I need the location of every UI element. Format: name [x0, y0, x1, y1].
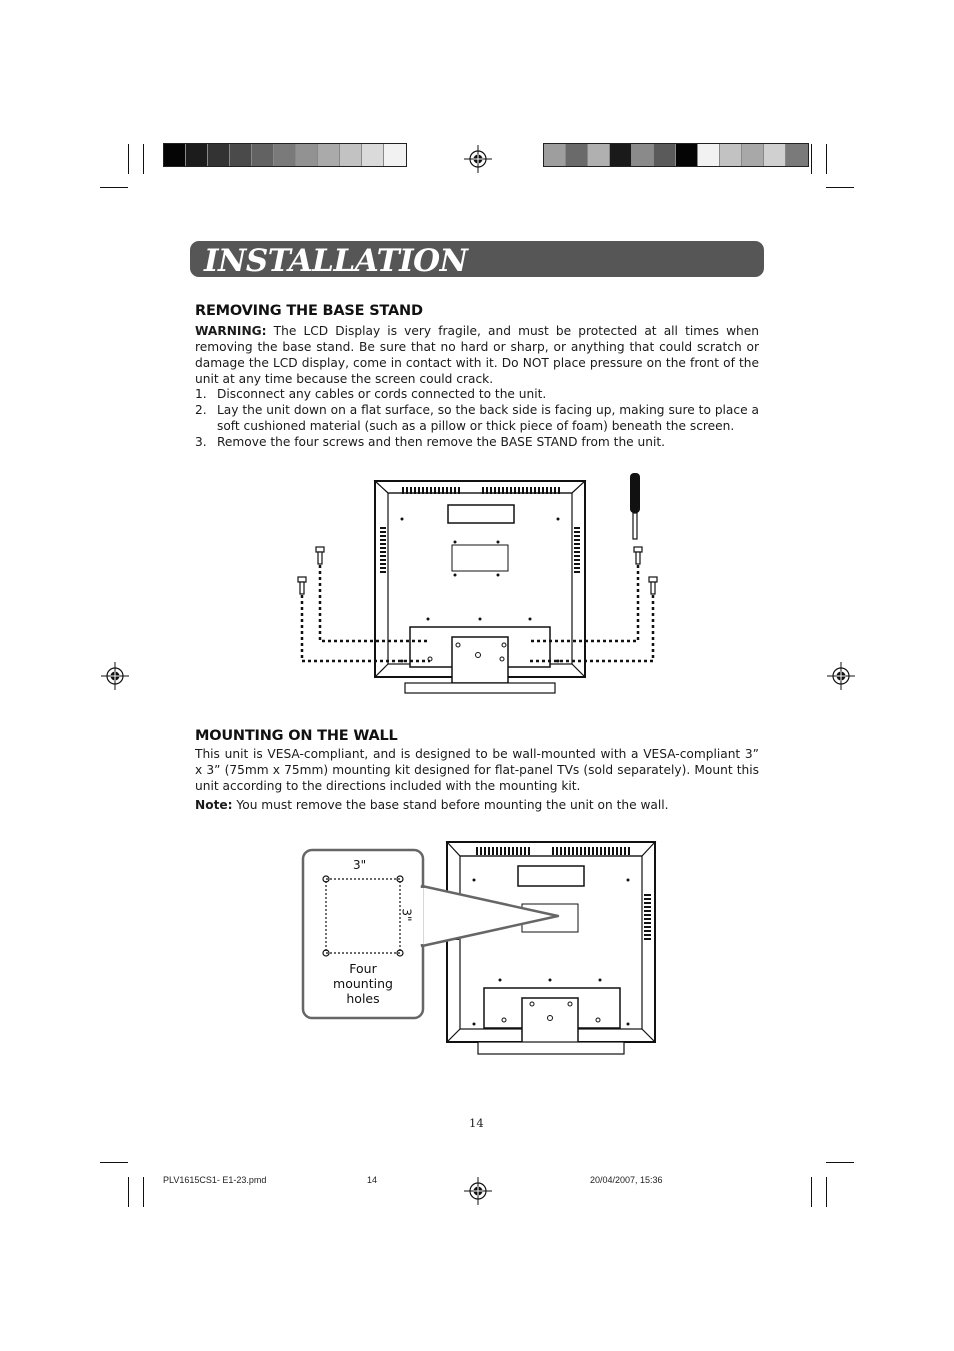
step-item [195, 387, 759, 403]
warning-label: WARNING: [195, 324, 267, 338]
note-text: You must remove the base stand before mounting the unit on the wall. [232, 798, 669, 812]
step-text: Disconnect any cables or cords connected to the unit. [217, 387, 547, 401]
section-banner [190, 241, 764, 277]
color-calibration-bar-left [163, 143, 407, 167]
registration-target-icon [464, 1177, 492, 1205]
heading-mounting-wall: MOUNTING ON THE WALL [195, 728, 398, 744]
color-swatch [164, 144, 186, 166]
color-swatch [764, 144, 786, 166]
color-swatch [544, 144, 566, 166]
color-swatch [566, 144, 588, 166]
color-swatch [676, 144, 698, 166]
mounting-body: This unit is VESA-compliant, and is designed to be wall-mounted with a VESA-compliant 3” x 3” (75mm x 75mm) mounting kit designed for flat-panel TVs (sold separately). Mount this unit according to the directions included with the mounting kit. [195, 747, 759, 793]
page-number: 14 [469, 1116, 484, 1130]
color-swatch [632, 144, 654, 166]
note-label: Note: [195, 798, 233, 812]
step-text: Lay the unit down on a flat surface, so the back side is facing up, making sure to place a soft cushioned material (such as a pillow or thick piece of foam) beneath the screen. [217, 403, 759, 433]
color-swatch [252, 144, 274, 166]
color-swatch [274, 144, 296, 166]
step-item [195, 435, 759, 451]
note-paragraph [195, 798, 759, 814]
step-item [195, 403, 759, 435]
crop-mark-top-left-v [128, 144, 129, 174]
crop-mark-bottom-left-h [100, 1162, 128, 1163]
crop-mark-top-right-v2 [811, 144, 812, 174]
crop-mark-top-right-v [826, 144, 827, 174]
crop-mark-bottom-right-v [826, 1177, 827, 1207]
base-stand-removal-diagram [290, 465, 670, 700]
step-number: 1. [195, 387, 207, 401]
crop-mark-top-right-h [826, 187, 854, 188]
color-calibration-bar-right [543, 143, 809, 167]
registration-target-icon [464, 145, 492, 173]
slug-timestamp: 20/04/2007, 15:36 [590, 1175, 663, 1185]
caption-line: Four [349, 961, 377, 976]
color-swatch [786, 144, 808, 166]
registration-target-icon [827, 662, 855, 690]
slug-page: 14 [367, 1175, 378, 1185]
color-swatch [208, 144, 230, 166]
caption-line: holes [346, 991, 380, 1006]
color-swatch [610, 144, 632, 166]
warning-paragraph [195, 324, 759, 388]
color-swatch [296, 144, 318, 166]
caption-line: mounting [333, 976, 393, 991]
step-text: Remove the four screws and then remove the BASE STAND from the unit. [217, 435, 666, 449]
color-swatch [384, 144, 406, 166]
color-swatch [742, 144, 764, 166]
color-swatch [720, 144, 742, 166]
warning-text: The LCD Display is very fragile, and must be protected at all times when removing the base stand. Be sure that no hard or sharp, or anything that could scratch or damage the LCD display, come in contact with it. Do NOT place pressure on the front of the unit at any time because the screen could crack. [195, 324, 759, 386]
page-title: INSTALLATION [204, 243, 468, 279]
color-swatch [340, 144, 362, 166]
dimension-label-vertical: 3" [399, 908, 414, 922]
heading-removing-base-stand: REMOVING THE BASE STAND [195, 303, 423, 319]
step-number: 3. [195, 435, 207, 449]
color-swatch [362, 144, 384, 166]
step-number: 2. [195, 403, 207, 417]
wall-mount-diagram [300, 838, 660, 1058]
crop-mark-top-left-v2 [143, 144, 144, 174]
color-swatch [318, 144, 340, 166]
slug-filename: PLV1615CS1- E1-23.pmd [163, 1175, 267, 1185]
color-swatch [698, 144, 720, 166]
crop-mark-bottom-left-v [128, 1177, 129, 1207]
color-swatch [186, 144, 208, 166]
crop-mark-bottom-left-v2 [143, 1177, 144, 1207]
crop-mark-top-left-h [100, 187, 128, 188]
mounting-holes-caption [303, 961, 423, 1006]
color-swatch [654, 144, 676, 166]
color-swatch [588, 144, 610, 166]
crop-mark-bottom-right-v2 [811, 1177, 812, 1207]
crop-mark-bottom-right-h [826, 1162, 854, 1163]
color-swatch [230, 144, 252, 166]
registration-target-icon [101, 662, 129, 690]
dimension-label-horizontal: 3" [353, 858, 367, 872]
